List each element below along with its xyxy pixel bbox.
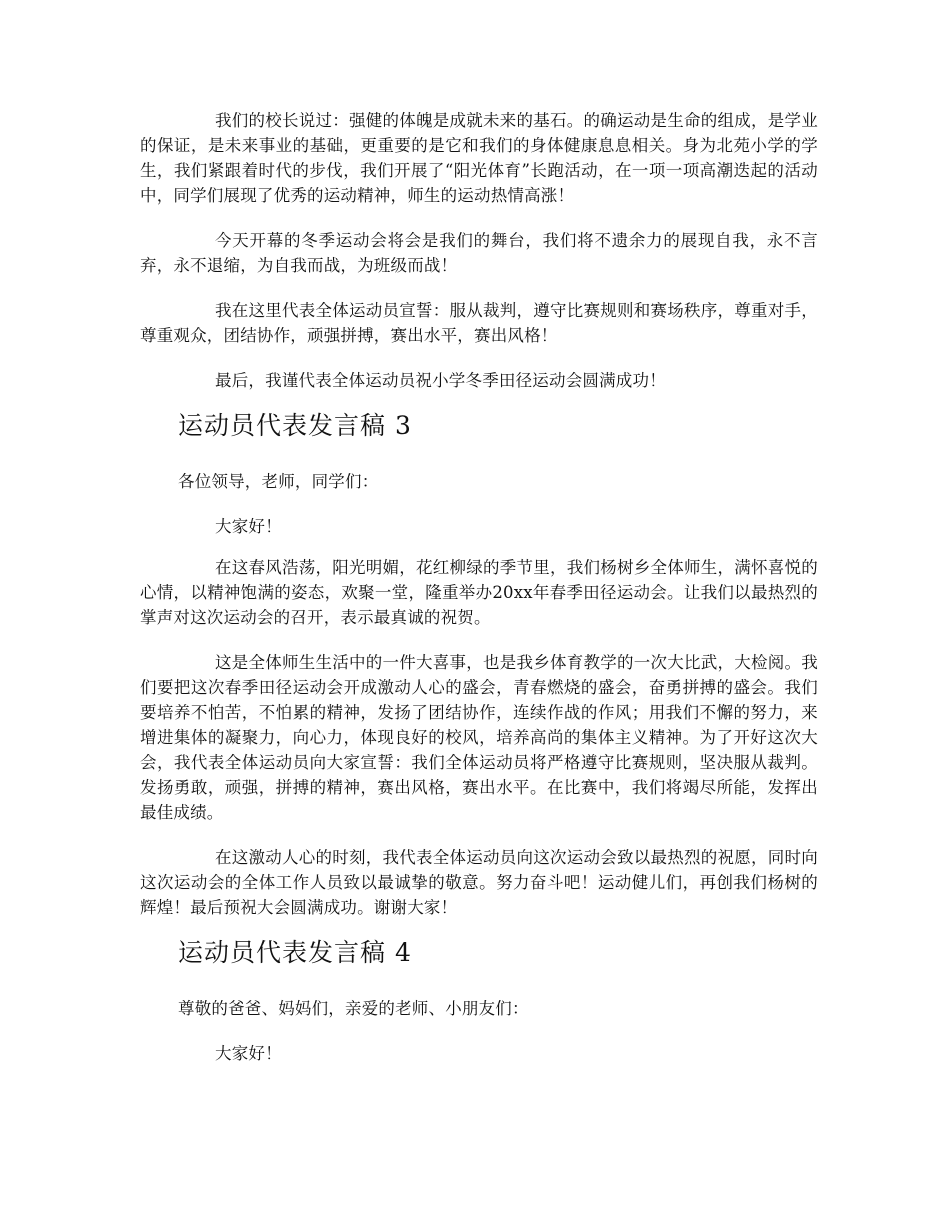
- salutation: 各位领导，老师，同学们：: [178, 472, 379, 491]
- greeting: 大家好！: [215, 1044, 282, 1063]
- body-paragraph: 我们的校长说过：强健的体魄是成就未来的基石。的确运动是生命的组成，是学业的保证，是未来事业的基础，更重要的是它和我们的身体健康息息相关。身为北苑小学的学生，我们紧跟着时代的步伐，我们开展了“阳光体育”长跑活动，在一项一项高潮迭起的活动中，同学们展现了优秀的运动精神，师生的运动热情高涨！: [140, 111, 818, 205]
- greeting: 大家好！: [215, 517, 282, 536]
- body-paragraph: 最后，我谨代表全体运动员祝小学冬季田径运动会圆满成功！: [215, 371, 666, 390]
- body-paragraph: 在这激动人心的时刻，我代表全体运动员向这次运动会致以最热烈的祝愿，同时向这次运动会的全体工作人员致以最诚挚的敬意。努力奋斗吧！运动健儿们，再创我们杨树的辉煌！最后预祝大会圆满成功。谢谢大家！: [140, 848, 818, 917]
- salutation: 尊敬的爸爸、妈妈们，亲爱的老师、小朋友们：: [178, 999, 529, 1018]
- body-paragraph: 这是全体师生生活中的一件大喜事，也是我乡体育教学的一次大比武，大检阅。我们要把这次春季田径运动会开成激动人心的盛会，青春燃烧的盛会，奋勇拼搏的盛会。我们要培养不怕苦，不怕累的精神，发扬了团结协作，连续作战的作风；用我们不懈的努力，来增进集体的凝聚力，向心力，体现良好的校风，培养高尚的集体主义精神。为了开好这次大会，我代表全体运动员向大家宣誓：我们全体运动员将严格遵守比赛规则，坚决服从裁判。发扬勇敢，顽强，拼搏的精神，赛出风格，赛出水平。在比赛中，我们将竭尽所能，发挥出最佳成绩。: [140, 653, 818, 822]
- body-paragraph: 今天开幕的冬季运动会将会是我们的舞台，我们将不遗余力的展现自我，永不言弃，永不退缩，为自我而战，为班级而战！: [140, 231, 818, 275]
- body-paragraph: 我在这里代表全体运动员宣誓：服从裁判，遵守比赛规则和赛场秩序，尊重对手，尊重观众，团结协作，顽强拼搏，赛出水平，赛出风格！: [140, 301, 818, 345]
- section-heading-4: 运动员代表发言稿 4: [178, 938, 412, 967]
- document-page: [140, 108, 818, 1086]
- section-heading-3: 运动员代表发言稿 3: [178, 411, 412, 440]
- body-paragraph: 在这春风浩荡，阳光明媚，花红柳绿的季节里，我们杨树乡全体师生，满怀喜悦的心情，以精神饱满的姿态，欢聚一堂，隆重举办20xx年春季田径运动会。让我们以最热烈的掌声对这次运动会的召开，表示最真诚的祝贺。: [140, 558, 818, 627]
